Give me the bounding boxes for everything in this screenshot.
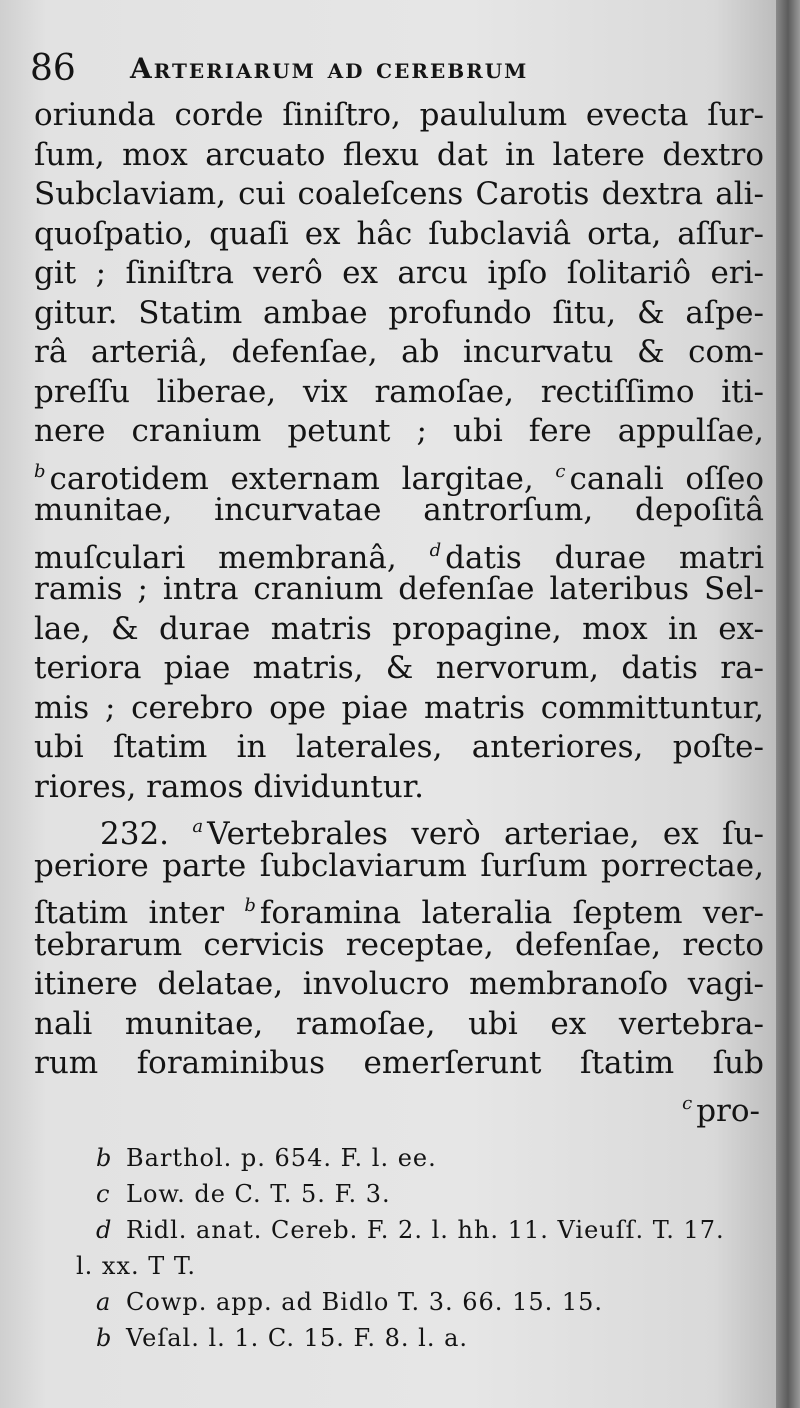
text-line bbox=[34, 531, 765, 576]
running-title: Arteriarum ad cerebrum bbox=[130, 52, 529, 85]
footnote-marker: c bbox=[682, 1092, 693, 1114]
footnote-text: Barthol. p. 654. F. l. ee. bbox=[126, 1144, 437, 1172]
line-text: muſculari membranâ, bbox=[34, 539, 397, 576]
footnote bbox=[96, 1176, 776, 1212]
text-line: riores, ramos dividuntur. bbox=[34, 768, 424, 805]
text-line: quoſpatio, quaſi ex hâc ſubclaviâ orta, aſſur- bbox=[34, 215, 764, 252]
text-line: munitae, incurvatae antrorſum, depoſitâ bbox=[34, 492, 764, 528]
footnote-marker: b bbox=[34, 460, 46, 482]
text-line: nali munitae, ramoſae, ubi ex vertebra- bbox=[34, 1005, 764, 1042]
text-line: itinere delatae, involucro membranoſo vagi- bbox=[34, 966, 764, 1002]
text-line: mis ; cerebro ope piae matris committuntur, bbox=[34, 689, 764, 726]
line-text: Vertebrales verò arteriae, ex ſu- bbox=[207, 816, 765, 852]
page-header bbox=[30, 40, 760, 96]
footnote-text: Cowp. app. ad Bidlo T. 3. 66. 15. 15. bbox=[126, 1288, 604, 1316]
catchword bbox=[34, 1084, 764, 1129]
text-line: gitur. Statim ambae profundo ſitu, & aſpe- bbox=[34, 294, 764, 331]
footnote-text: Ridl. anat. Cereb. F. 2. l. hh. 11. Vieuſſ. T. 17. bbox=[126, 1216, 725, 1244]
line-text: ſtatim inter bbox=[34, 895, 225, 931]
text-line: lae, & durae matris propagine, mox in ex- bbox=[34, 610, 764, 647]
text-line: oriunda corde ſiniſtro, paululum evecta ſur- bbox=[34, 97, 764, 133]
paragraph-start-line bbox=[34, 807, 765, 852]
text-line: ramis ; intra cranium defenſae lateribus Sel- bbox=[34, 571, 764, 607]
footnote-text: Low. de C. T. 5. F. 3. bbox=[126, 1180, 391, 1208]
line-text: datis durae matri bbox=[445, 539, 765, 576]
footnote-marker: d bbox=[429, 539, 442, 561]
text-line: preſſu liberae, vix ramoſae, rectiſſimo iti- bbox=[34, 373, 764, 410]
body-text bbox=[34, 96, 765, 1129]
footnote bbox=[96, 1284, 776, 1320]
text-line bbox=[34, 452, 764, 497]
footnote-marker: c bbox=[555, 460, 566, 482]
text-line: teriora piae matris, & nervorum, datis ra- bbox=[34, 650, 764, 686]
text-line: periore parte ſubclaviarum ſurſum porrectae, bbox=[34, 847, 764, 884]
footnote-marker: c bbox=[96, 1180, 111, 1208]
text-line: ubi ſtatim in laterales, anteriores, poſte- bbox=[34, 729, 764, 765]
footnote-marker: a bbox=[96, 1288, 112, 1316]
text-line: rum foraminibus emerſerunt ſtatim ſub bbox=[34, 1045, 764, 1081]
footnote-text: l. xx. T T. bbox=[76, 1252, 197, 1280]
footnotes bbox=[76, 1140, 776, 1356]
line-text: carotidem externam largitae, bbox=[49, 460, 534, 497]
text-line bbox=[34, 886, 764, 931]
text-line: git ; ſiniſtra verô ex arcu ipſo ſolitariô eri- bbox=[34, 255, 764, 291]
text-line: ſum, mox arcuato flexu dat in latere dextro bbox=[34, 136, 764, 173]
footnote-marker: b bbox=[96, 1324, 113, 1352]
line-text: canali oſſeo bbox=[569, 460, 764, 497]
page-number: 86 bbox=[30, 48, 76, 89]
text-line: Subclaviam, cui coaleſcens Carotis dextra ali- bbox=[34, 176, 764, 212]
footnote-marker: a bbox=[192, 816, 204, 837]
footnote bbox=[96, 1320, 776, 1356]
footnote-continuation bbox=[76, 1248, 776, 1284]
footnote-marker: b bbox=[96, 1144, 113, 1172]
footnote-text: Veſal. l. 1. C. 15. F. 8. l. a. bbox=[126, 1324, 469, 1352]
footnote-marker: d bbox=[96, 1216, 113, 1244]
line-text: foramina lateralia ſeptem ver- bbox=[259, 895, 764, 931]
footnote-marker: b bbox=[244, 895, 256, 916]
footnote bbox=[96, 1140, 776, 1176]
text-line: tebrarum cervicis receptae, defenſae, recto bbox=[34, 926, 764, 963]
paragraph-number: 232. bbox=[100, 816, 170, 852]
catchword-text: pro- bbox=[696, 1092, 760, 1129]
text-line: râ arteriâ, defenſae, ab incurvatu & com- bbox=[34, 334, 764, 370]
text-line: nere cranium petunt ; ubi fere appulſae, bbox=[34, 413, 764, 449]
footnote bbox=[96, 1212, 776, 1248]
page-edge bbox=[776, 0, 800, 1408]
